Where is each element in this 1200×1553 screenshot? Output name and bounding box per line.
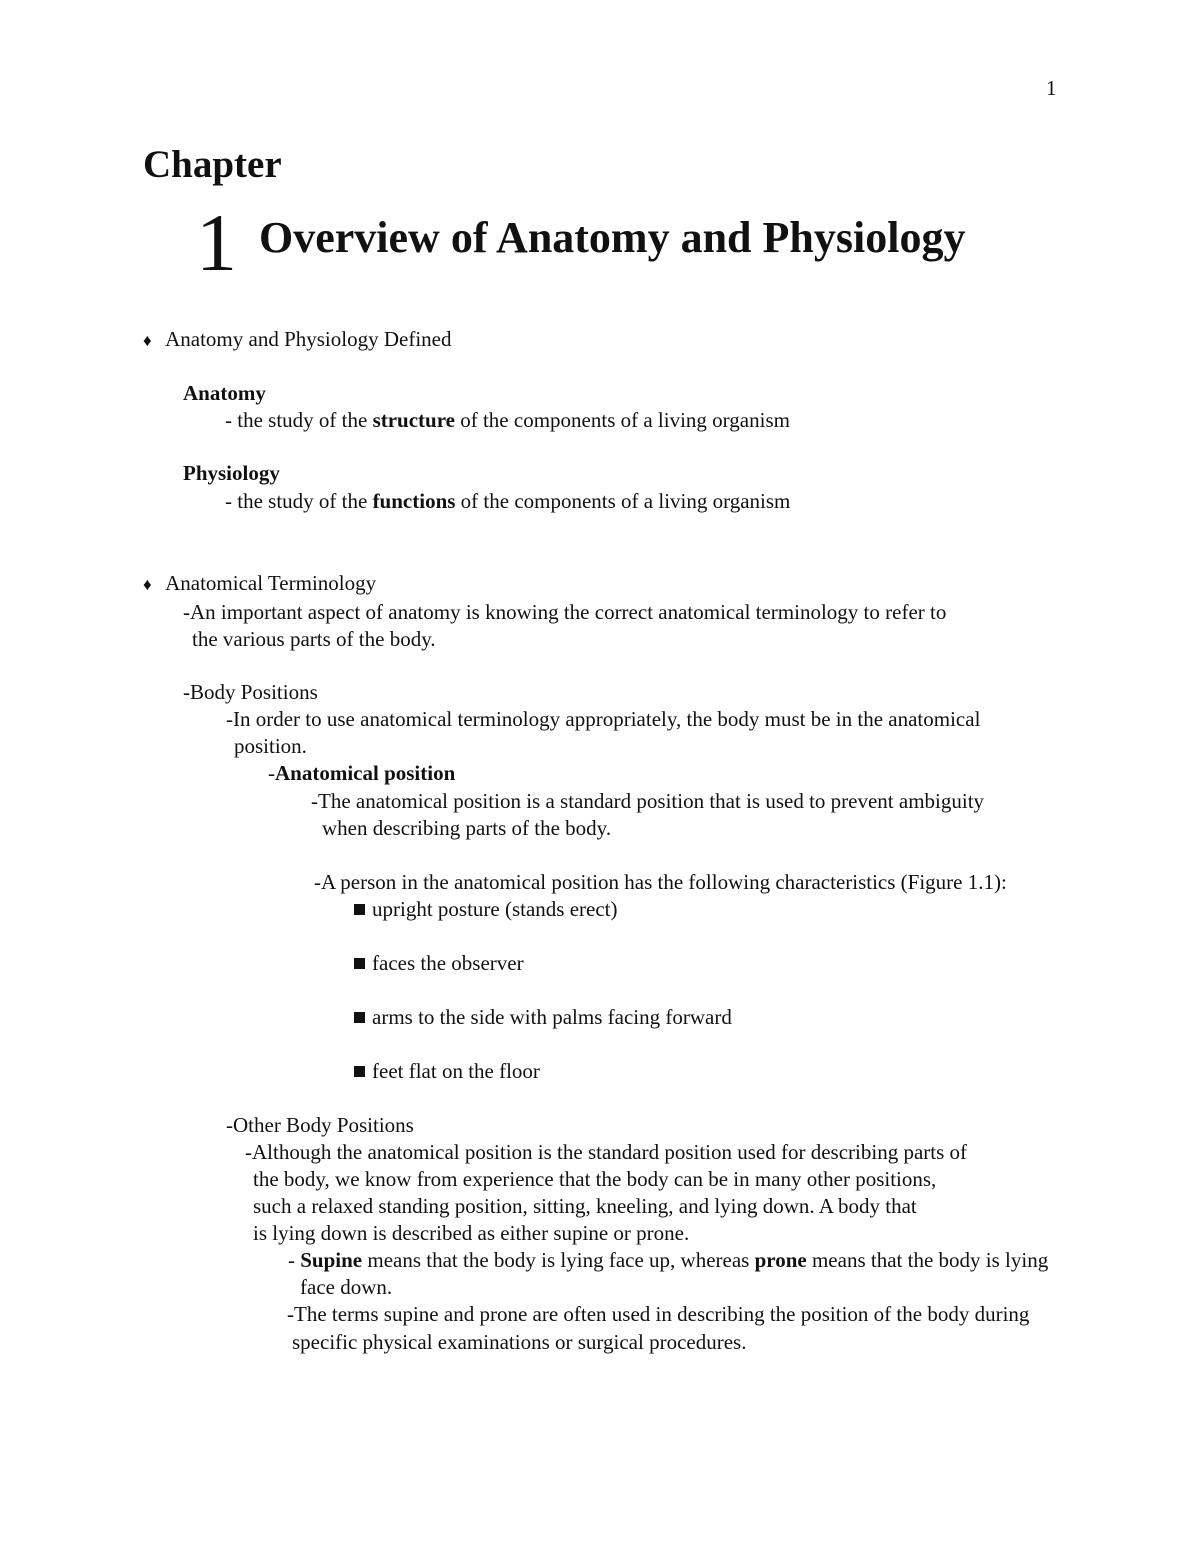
definition-physiology: - the study of the functions of the components of a living organism (225, 489, 791, 513)
diamond-bullet-icon: ♦ (143, 331, 152, 350)
definition-anatomy: - the study of the structure of the components of a living organism (225, 408, 790, 432)
anatomical-position-heading: -Anatomical position (268, 761, 456, 785)
term-physiology: Physiology (183, 461, 280, 485)
diamond-bullet-icon: ♦ (143, 575, 152, 594)
term-anatomy: Anatomy (183, 381, 266, 405)
supine-prone-line-2: face down. (300, 1275, 393, 1299)
section-heading-terminology (143, 570, 376, 598)
other-positions-line-2: the body, we know from experience that the body can be in many other positions, (253, 1167, 937, 1191)
other-positions-line-3: such a relaxed standing position, sitting, kneeling, and lying down. A body that (253, 1194, 917, 1218)
square-bullet-icon (354, 1012, 365, 1023)
chapter-number: 1 (196, 197, 237, 288)
list-item: feet flat on the floor (354, 1058, 540, 1084)
page-number: 1 (1046, 76, 1057, 100)
square-bullet-icon (354, 1066, 365, 1077)
section-heading-text: Anatomical Terminology (165, 571, 377, 595)
body-positions-line-2: position. (234, 734, 307, 758)
other-positions-heading: -Other Body Positions (226, 1113, 414, 1137)
anatomical-position-line-1: -The anatomical position is a standard position that is used to prevent ambiguity (311, 789, 985, 813)
list-item: arms to the side with palms facing forward (354, 1004, 732, 1030)
terminology-intro-line-2: the various parts of the body. (192, 627, 436, 651)
terms-line-2: specific physical examinations or surgical procedures. (292, 1330, 747, 1354)
square-bullet-icon (354, 958, 365, 969)
body-positions-line-1: -In order to use anatomical terminology appropriately, the body must be in the anatomical (226, 707, 981, 731)
body-positions-heading: -Body Positions (183, 680, 318, 704)
section-heading-definitions (143, 326, 451, 354)
terminology-intro-line-1: -An important aspect of anatomy is knowing the correct anatomical terminology to refer to (183, 600, 947, 624)
square-bullet-icon (354, 904, 365, 915)
chapter-title: Overview of Anatomy and Physiology (259, 213, 966, 262)
anatomical-position-line-2: when describing parts of the body. (322, 816, 612, 840)
list-item: faces the observer (354, 950, 524, 976)
supine-prone-line-1: - Supine means that the body is lying face up, whereas prone means that the body is lying (288, 1248, 1049, 1272)
section-heading-text: Anatomy and Physiology Defined (165, 327, 452, 351)
other-positions-line-4: is lying down is described as either supine or prone. (253, 1221, 690, 1245)
terms-line-1: -The terms supine and prone are often used in describing the position of the body during (287, 1302, 1030, 1326)
list-item: upright posture (stands erect) (354, 896, 618, 922)
characteristics-intro: -A person in the anatomical position has the following characteristics (Figure 1.1): (314, 870, 1007, 894)
chapter-label: Chapter (143, 143, 282, 186)
other-positions-line-1: -Although the anatomical position is the standard position used for describing parts of (245, 1140, 968, 1164)
